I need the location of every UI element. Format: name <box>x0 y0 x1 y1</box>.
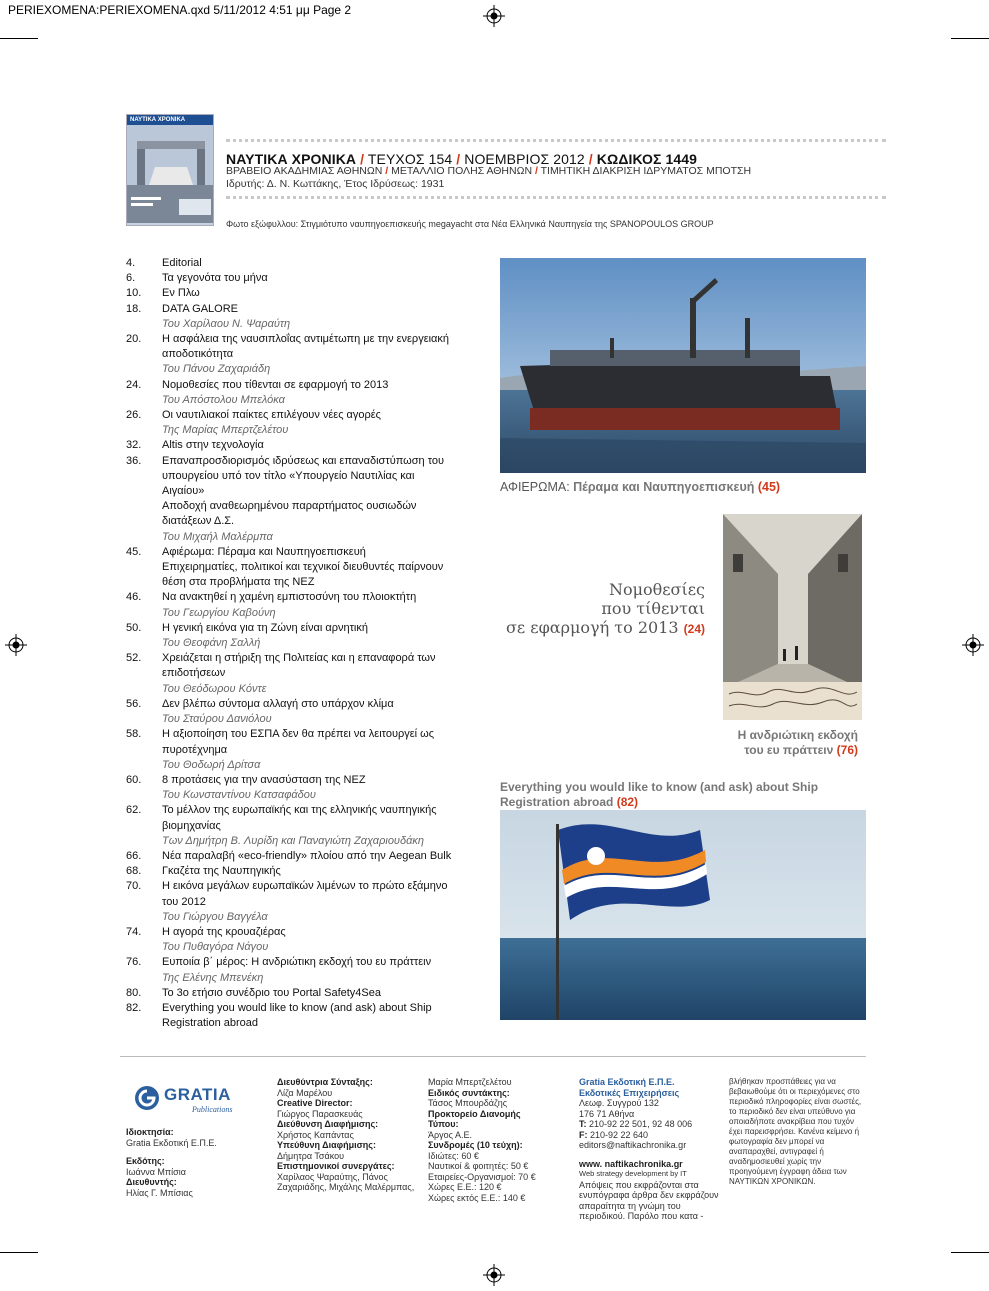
toc-title: DATA GALORE <box>162 302 239 315</box>
logo-sub: Publications <box>192 1105 233 1114</box>
table-of-contents <box>126 256 456 1031</box>
caption-afieroma <box>500 480 780 494</box>
caption-line: που τίθενται <box>601 599 705 618</box>
toc-entry[interactable] <box>126 545 456 591</box>
footer-value: Εταιρείες-Οργανισμοί: 70 € <box>428 1171 536 1182</box>
toc-page-number: 26. <box>126 409 142 422</box>
toc-entry[interactable] <box>126 925 456 955</box>
toc-author: Του Γεωργίου Καβούνη <box>162 606 276 619</box>
footer-value: Gratia Εκδοτική Ε.Π.Ε. <box>126 1137 217 1148</box>
caption-label: ΑΦΙΕΡΩΜΑ: <box>500 480 570 494</box>
toc-title: Editorial <box>162 257 202 269</box>
toc-entry[interactable] <box>126 271 456 286</box>
separator: / <box>534 165 538 177</box>
footer-col-ownership <box>126 1127 266 1198</box>
email-link[interactable]: editors@naftikachronika.gr <box>579 1140 687 1150</box>
title-part: ΤΕΥΧΟΣ 154 <box>367 151 453 167</box>
toc-entry[interactable] <box>126 955 456 985</box>
awards-line <box>226 165 751 177</box>
web-dev-credit: Web strategy development by IT <box>579 1169 687 1178</box>
toc-author: Του Πάνου Ζαχαριάδη <box>162 363 271 376</box>
footer-value: Τάσος Μπουρδάζης <box>428 1098 508 1108</box>
footer-value: Ιδιώτες: 60 € <box>428 1150 479 1161</box>
toc-title: Η εικόνα μεγάλων ευρωπαϊκών λιμένων το πρώτο εξάμηνο του 2012 <box>162 880 448 908</box>
toc-title: Η γενική εικόνα για τη Ζώνη είναι αρνητική <box>162 621 368 634</box>
registration-mark-icon <box>483 1264 505 1286</box>
toc-title: Νομοθεσίες που τίθενται σε εφαρμογή το 2013 <box>162 378 389 391</box>
toc-page-number: 6. <box>126 272 136 285</box>
footer-label: Τύπου: <box>428 1119 459 1129</box>
footer-label: Διευθυντής: <box>126 1177 177 1187</box>
caption-page: (76) <box>836 743 858 757</box>
award: ΤΙΜΗΤΙΚΗ ΔΙΑΚΡΙΣΗ ΙΔΡΥΜΑΤΟΣ ΜΠΟΤΣΗ <box>540 165 752 177</box>
toc-page-number: 68. <box>126 865 142 878</box>
toc-entry[interactable] <box>126 408 456 438</box>
toc-entry[interactable] <box>126 590 456 620</box>
toc-title: Everything you would like to know (and ask) about Ship Registration abroad <box>162 1001 432 1030</box>
toc-entry[interactable] <box>126 302 456 332</box>
footer-label: Επιστημονικοί συνεργάτες: <box>277 1161 395 1171</box>
footer-label: Creative Director: <box>277 1098 353 1108</box>
toc-author: Του Κωνσταντίνου Κατσαφάδου <box>162 789 316 802</box>
toc-author: Των Δημήτρη Β. Λυρίδη και Παναγιώτη Ζαχαριουδάκη <box>162 834 424 847</box>
toc-entry[interactable] <box>126 1001 456 1031</box>
caption-andriotiki <box>700 728 858 758</box>
toc-entry[interactable] <box>126 879 456 925</box>
footer-value: Ιωάννα Μπίσια <box>126 1166 186 1177</box>
footer-value: Χώρες εκτός Ε.Ε.: 140 € <box>428 1192 526 1203</box>
separator: / <box>360 151 365 167</box>
footer-col-contact <box>579 1077 719 1222</box>
cover-thumbnail <box>126 114 214 226</box>
toc-author: Του Σταύρου Δανιόλου <box>162 713 272 726</box>
toc-entry[interactable] <box>126 773 456 803</box>
footer-label: Συνδρομές (10 τεύχη): <box>428 1140 523 1150</box>
footer-value: Λίζα Μαρέλου <box>277 1087 333 1098</box>
footer-label: Ιδιοκτησία: <box>126 1127 174 1137</box>
crop-mark <box>0 38 38 39</box>
divider <box>226 139 886 142</box>
separator: / <box>456 151 461 167</box>
toc-title: Νέα παραλαβή «eco-friendly» πλοίου από την Aegean Bulk <box>162 849 452 862</box>
toc-page-number: 66. <box>126 849 142 862</box>
caption-line: του ευ πράττειν <box>744 743 834 757</box>
toc-entry[interactable] <box>126 286 456 301</box>
toc-page-number: 45. <box>126 545 142 558</box>
crop-mark <box>0 1252 38 1253</box>
toc-page-number: 74. <box>126 925 142 938</box>
toc-title: Η αξιοποίηση του ΕΣΠΑ δεν θα πρέπει να λειτουργεί ως πυροτέχνημα <box>162 728 435 756</box>
toc-title: Επαναπροσδιορισμός ιδρύσεως και επαναδιστύπωση του υπουργείου υπό τον τίτλο «Υπουργείο Ναυτιλίας και Αιγαίου» <box>162 454 445 498</box>
toc-title: Χρειάζεται η στήριξη της Πολιτείας και η επαναφορά των επιδοτήσεων <box>162 652 436 680</box>
cover-photo <box>127 125 214 223</box>
caption-page: (45) <box>757 480 781 494</box>
footer-col-disclaimer: βλήθηκαν προσπάθειες για να βεβαιωθούμε ότι οι περιεχόμενες στο περιοδικό πληροφορίες είναι σωστές, το περιοδικό δεν είναι υπεύθυνο για οποιαδήποτε ανακρίβεια που τυχόν έχει παρεισφρήσει. Κανένα κείμενο ή φωτογραφία δεν μπορεί να αναπαραχθεί, αντιγραφεί ή αναδημοσιευθεί χωρίς την προηγούμενη έγγραφη άδεια των ΝΑΥΤΙΚΩΝ ΧΡΟΝΙΚΩΝ. <box>729 1077 862 1186</box>
toc-extra: Αποδοχή αναθεωρημένου παραρτήματος ουσιωδών διατάξεων Δ.Σ. <box>162 500 417 528</box>
photo-old-street <box>723 514 862 720</box>
separator: / <box>385 165 389 177</box>
award: ΜΕΤΑΛΛΙΟ ΠΟΛΗΣ ΑΘΗΝΩΝ <box>391 165 533 177</box>
toc-entry[interactable] <box>126 697 456 727</box>
title-part: ΚΩΔΙΚΟΣ 1449 <box>596 151 698 167</box>
footer-label: Διευθύντρια Σύνταξης: <box>277 1077 373 1087</box>
crop-mark <box>951 38 989 39</box>
address-line: Λεωφ. Συγγρού 132 <box>579 1098 659 1108</box>
caption-page: (82) <box>616 795 639 809</box>
caption-nomothesies <box>460 580 705 639</box>
footer-col-staff <box>277 1077 427 1193</box>
toc-entry[interactable] <box>126 438 456 453</box>
toc-entry[interactable] <box>126 256 456 271</box>
title-part: ΝΑΥΤΙΚΑ ΧΡΟΝΙΚΑ <box>226 151 357 167</box>
toc-author: Του Πυθαγόρα Νάγου <box>162 941 269 954</box>
toc-entry[interactable] <box>126 849 456 864</box>
toc-entry[interactable] <box>126 621 456 651</box>
toc-title: Να ανακτηθεί η χαμένη εμπιστοσύνη του πλοιοκτήτη <box>162 591 417 604</box>
toc-title: Οι ναυτιλιακοί παίκτες επιλέγουν νέες αγορές <box>162 409 381 422</box>
cover-thumb-title: ΝΑΥΤΙΚΑ ΧΡΟΝΙΚΑ <box>127 115 213 125</box>
toc-entry[interactable] <box>126 803 456 849</box>
founder-line: Ιδρυτής: Δ. Ν. Κωττάκης, Έτος Ιδρύσεως: 1931 <box>226 178 445 190</box>
toc-author: Του Γιώργου Βαγγέλα <box>162 910 268 923</box>
website-link[interactable]: www. naftikachronika.gr <box>579 1158 683 1169</box>
toc-page-number: 18. <box>126 302 142 315</box>
company-name: Gratia Εκδοτική Ε.Π.Ε. <box>579 1077 675 1087</box>
footer-value: Δήμητρα Τσάκου <box>277 1150 345 1161</box>
footer-value: Χώρες Ε.Ε.: 120 € <box>428 1182 502 1192</box>
toc-page-number: 10. <box>126 287 142 300</box>
toc-title: Γκαζέτα της Ναυπηγικής <box>162 865 281 878</box>
toc-author: Του Θεοφάνη Σαλλή <box>162 637 261 650</box>
footer-value: Άργος Α.Ε. <box>428 1129 472 1140</box>
photo-flag <box>500 810 866 1020</box>
toc-entry[interactable] <box>126 332 456 378</box>
toc-entry[interactable] <box>126 864 456 879</box>
gratia-logo-icon <box>134 1085 160 1111</box>
fax-label: F: <box>579 1129 588 1140</box>
footer-value: Ηλίας Γ. Μπίσιας <box>126 1187 193 1198</box>
toc-page-number: 76. <box>126 956 142 969</box>
toc-page-number: 60. <box>126 773 142 786</box>
cover-caption: Φωτο εξώφυλλου: Στιγμιότυπο ναυπηγοεπισκευής megayacht στα Νέα Ελληνικά Ναυπηγεία της SPANOPOULOS GROUP <box>226 219 714 229</box>
toc-title: Τα γεγονότα του μήνα <box>162 272 268 285</box>
toc-page-number: 80. <box>126 986 142 999</box>
footer-label: Ειδικός συντάκτης: <box>428 1087 510 1098</box>
toc-page-number: 4. <box>126 257 136 269</box>
toc-title: Εν Πλω <box>162 287 200 300</box>
company-subtitle: Εκδοτικές Επιχειρήσεις <box>579 1087 680 1098</box>
caption-page: (24) <box>683 622 705 636</box>
toc-page-number: 56. <box>126 697 142 710</box>
toc-entry[interactable] <box>126 378 456 408</box>
toc-page-number: 70. <box>126 880 142 893</box>
toc-page-number: 24. <box>126 378 142 391</box>
footer-value: Γιώργος Παρασκευάς <box>277 1108 363 1119</box>
crop-mark <box>951 1252 989 1253</box>
toc-page-number: 32. <box>126 439 142 452</box>
caption-line: Νομοθεσίες <box>608 580 705 599</box>
footer-value: Χρήστος Καπάντας <box>277 1129 354 1140</box>
footer-label: Προκτορείο Διανομής <box>428 1108 521 1119</box>
toc-title: Altis στην τεχνολογία <box>162 439 264 452</box>
toc-author: Της Ελένης Μπενέκη <box>162 971 264 984</box>
toc-title: Η αγορά της κρουαζιέρας <box>162 925 286 938</box>
title-part: ΝΟΕΜΒΡΙΟΣ 2012 <box>464 151 585 167</box>
toc-page-number: 82. <box>126 1001 142 1014</box>
toc-author: Του Χαρίλαου Ν. Ψαραύτη <box>162 317 291 330</box>
award: ΒΡΑΒΕΙΟ ΑΚΑΔΗΜΙΑΣ ΑΘΗΝΩΝ <box>226 165 383 177</box>
toc-title: Η ασφάλεια της ναυσιπλοΐας αντιμέτωπη με την ενεργειακή αποδοτικότητα <box>162 333 450 361</box>
phone-value: 210-92 22 501, 92 48 006 <box>589 1119 693 1129</box>
toc-title: Το 3ο ετήσιο συνέδριο του Portal Safety4Sea <box>162 986 382 999</box>
toc-entry[interactable] <box>126 651 456 697</box>
toc-page-number: 62. <box>126 804 142 817</box>
toc-page-number: 46. <box>126 591 142 604</box>
caption-title: Πέραμα και Ναυπηγοεπισκευή <box>573 480 755 494</box>
toc-extra: Επιχειρηματίες, πολιτικοί και τεχνικοί διευθυντές παίρνουν θέση στα προβλήματα της ΝΕΖ <box>162 561 444 589</box>
footer-value: Χαρίλαος Ψαραύτης, Πάνος Ζαχαριάδης, Μιχάλης Μαλέρμπας, <box>277 1171 415 1192</box>
toc-entry[interactable] <box>126 727 456 773</box>
toc-page-number: 52. <box>126 652 142 665</box>
fax-value: 210-92 22 640 <box>590 1129 649 1140</box>
toc-page-number: 20. <box>126 333 142 346</box>
caption-line: Η ανδριώτικη εκδοχή <box>737 728 858 742</box>
separator: / <box>588 151 593 167</box>
toc-page-number: 50. <box>126 621 142 634</box>
registration-mark-icon <box>483 5 505 27</box>
footer-col-subscriptions <box>428 1077 568 1203</box>
footer-label: Εκδότης: <box>126 1156 165 1166</box>
address-line: 176 71 Αθήνα <box>579 1108 635 1119</box>
divider <box>226 196 886 199</box>
registration-mark-icon <box>5 634 27 656</box>
caption-ship-registration <box>500 780 866 810</box>
footer-label: Διεύθυνση Διαφήμισης: <box>277 1119 379 1129</box>
footer-value: Μαρία Μπερτζελέτου <box>428 1077 512 1087</box>
toc-title: Το μέλλον της ευρωπαϊκής και της ελληνικής ναυπηγικής βιομηχανίας <box>162 804 437 832</box>
toc-page-number: 58. <box>126 728 142 741</box>
phone-label: T: <box>579 1119 587 1129</box>
gratia-logo <box>134 1083 244 1117</box>
toc-entry[interactable] <box>126 986 456 1001</box>
disclaimer: Απόψεις που εκφράζονται στα ενυπόγραφα άρθρα δεν εκφράζουν απαραίτητα τη γνώμη του περιοδικού. Παρόλο που κατα - <box>579 1179 719 1221</box>
toc-title: Δεν βλέπω σύντομα αλλαγή στο υπάρχον κλίμα <box>162 697 394 710</box>
toc-page-number: 36. <box>126 454 142 467</box>
footer-value: Ναυτικοί & φοιτητές: 50 € <box>428 1161 529 1171</box>
spacer <box>126 1148 266 1156</box>
logo-name: GRATIA <box>164 1085 231 1104</box>
caption-line: σε εφαρμογή το 2013 <box>506 618 679 637</box>
toc-author: Του Θεόδωρου Κόντε <box>162 682 267 695</box>
toc-title: Ευποιία β΄ μέρος: Η ανδριώτικη εκδοχή του ευ πράττειν <box>162 956 432 969</box>
toc-author: Της Μαρίας Μπερτζελέτου <box>162 424 289 437</box>
toc-title: Αφιέρωμα: Πέραμα και Ναυπηγοεπισκευή <box>162 545 366 558</box>
toc-title: 8 προτάσεις για την ανασύσταση της ΝΕΖ <box>162 773 366 786</box>
toc-author: Του Θοδωρή Δρίτσα <box>162 758 261 771</box>
footer-label: Υπεύθυνη Διαφήμισης: <box>277 1140 376 1150</box>
photo-floating-dock <box>500 258 866 473</box>
registration-mark-icon <box>962 634 984 656</box>
toc-entry[interactable] <box>126 454 456 545</box>
toc-author: Του Μιχαήλ Μαλέρμπα <box>162 530 273 543</box>
footer-divider <box>120 1056 866 1057</box>
print-header: PERIEXOMENA:PERIEXOMENA.qxd 5/11/2012 4:51 μμ Page 2 <box>8 3 352 17</box>
caption-title: Everything you would like to know (and ask) about Ship Registration abroad <box>500 780 819 809</box>
toc-author: Του Απόστολου Μπελόκα <box>162 393 285 406</box>
